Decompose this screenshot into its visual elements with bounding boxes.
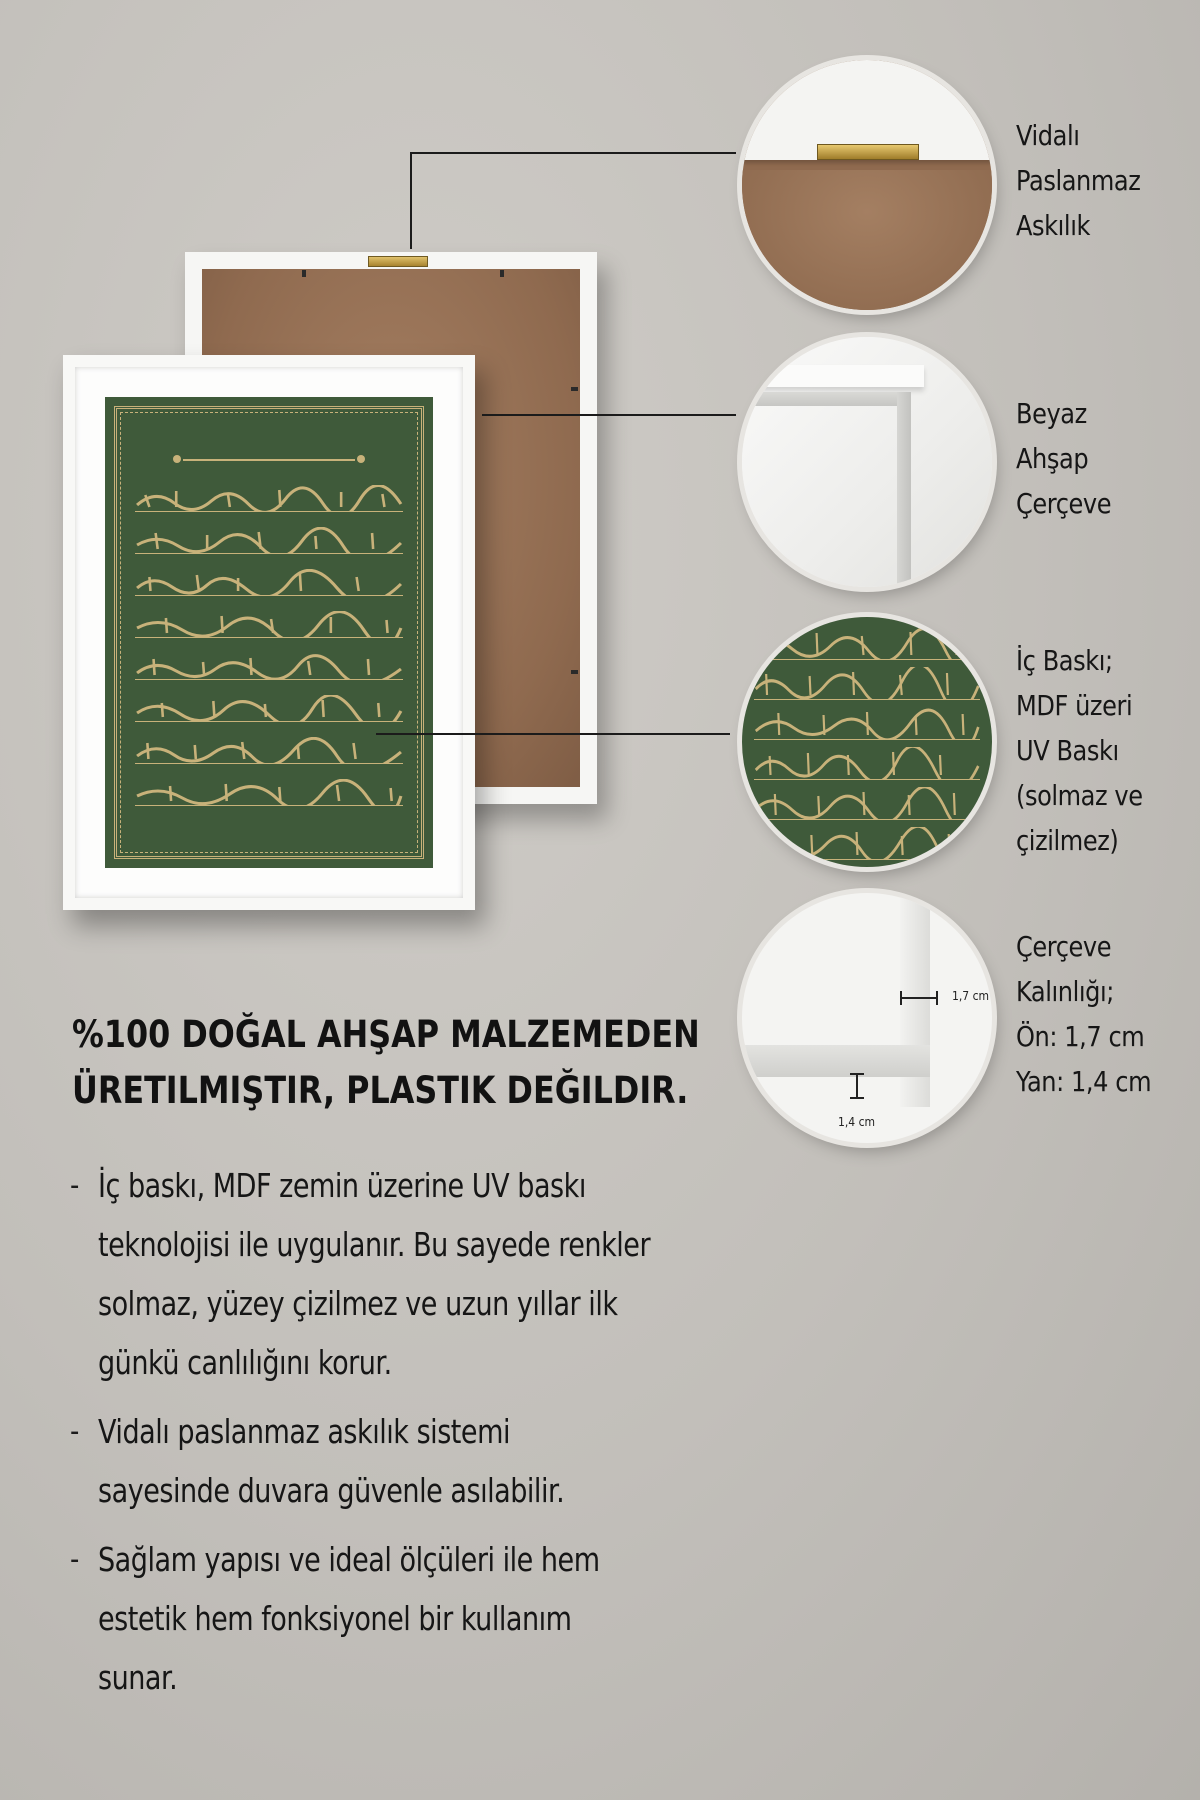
calligraphy-line [135,737,403,764]
frame-inner-edge [897,392,911,587]
frame-profile [742,1045,930,1077]
dimension-marker-front [900,997,938,999]
frame-inner-edge [742,392,911,406]
calligraphy-line [754,787,980,820]
caption-line: Çerçeve [1016,930,1112,963]
list-item [70,1156,771,1392]
list-item-line: sayesinde duvara güvenle asılabilir. [98,1471,565,1510]
list-item [70,1530,771,1707]
headline-line: ÜRETILMIŞTIR, PLASTIK DEĞILDIR. [72,1069,689,1112]
mdf-detail [742,170,992,310]
frame-edge [742,365,924,387]
caption-line: Ahşap [1016,442,1089,475]
caption-line: Vidalı [1016,119,1080,152]
list-item-line: Sağlam yapısı ve ideal ölçüleri ile hem [98,1540,600,1579]
calligraphy-line [135,653,403,680]
caption-line: Beyaz [1016,397,1087,430]
list-item-text [98,1156,650,1392]
list-item-line: estetik hem fonksiyonel bir kullanım [98,1599,572,1638]
dimension-marker-front [900,991,902,1005]
basmala-decoration [183,459,355,461]
calligraphy-line [135,695,403,722]
bullet-dash: - [70,1414,80,1449]
caption-line: çizilmez) [1016,824,1119,857]
caption-line: (solmaz ve [1016,779,1143,812]
calligraphy-line [754,667,980,700]
list-item-line: solmaz, yüzey çizilmez ve uzun yıllar ilk [98,1284,618,1323]
caption-line: Askılık [1016,209,1090,242]
pin-icon [571,670,578,674]
detail-circle-print [742,617,992,867]
caption-line: Yan: 1,4 cm [1016,1065,1152,1098]
feature-list [70,1156,771,1717]
calligraphy-line [135,611,403,638]
list-item-line: teknolojisi ile uygulanır. Bu sayede renkler [98,1225,651,1264]
caption-line: UV Baskı [1016,734,1119,767]
list-item-text [98,1402,650,1520]
calligraphy-line [135,527,403,554]
callout-line-hanger [410,152,412,249]
detail-circle-frame [742,337,992,587]
detail-circle-hanger [742,60,992,310]
hanger-bracket-icon [817,144,919,160]
calligraphy-line [135,569,403,596]
calligraphy-line [754,747,980,780]
callout-line-hanger [411,152,736,154]
calligraphy-line [135,779,403,806]
list-item [70,1402,771,1520]
list-item-line: Vidalı paslanmaz askılık sistemi [98,1412,510,1451]
calligraphy-line [754,827,980,860]
calligraphy-line [754,707,980,740]
dimension-side-label: 1,4 cm [838,1115,876,1129]
caption-thickness [1016,924,1151,1104]
caption-line: MDF üzeri [1016,689,1133,722]
calligraphy-line [135,485,403,512]
headline-line: %100 DOĞAL AHŞAP MALZEMEDEN [72,1013,700,1056]
caption-line: Ön: 1,7 cm [1016,1020,1145,1053]
dimension-marker-side [850,1097,864,1099]
callout-line-print [376,733,730,735]
bullet-dash: - [70,1542,80,1577]
caption-line: İç Baskı; [1016,644,1113,677]
caption-frame [1016,391,1111,526]
dimension-marker-side [850,1073,864,1075]
calligraphy-print [105,397,433,868]
bullet-dash: - [70,1168,80,1203]
pin-icon [500,270,504,277]
detail-circle-thickness [742,893,992,1143]
pin-icon [302,270,306,277]
calligraphy-line [754,627,980,660]
caption-line: Çerçeve [1016,487,1112,520]
dimension-marker-side [856,1073,858,1099]
list-item-line: günkü canlılığını korur. [98,1343,392,1382]
list-item-line: İç baskı, MDF zemin üzerine UV baskı [98,1166,586,1205]
headline [72,1007,700,1119]
caption-print [1016,638,1143,863]
list-item-line: sunar. [98,1658,178,1697]
list-item-text [98,1530,650,1707]
dimension-marker-front [936,991,938,1005]
caption-line: Kalınlığı; [1016,975,1114,1008]
hanger-bracket-icon [368,256,428,267]
caption-line: Paslanmaz [1016,164,1141,197]
caption-hanger [1016,113,1140,248]
callout-line-frame [482,414,736,416]
dimension-front-label: 1,7 cm [952,989,990,1003]
pin-icon [571,387,578,391]
frame-front-view [63,355,475,910]
